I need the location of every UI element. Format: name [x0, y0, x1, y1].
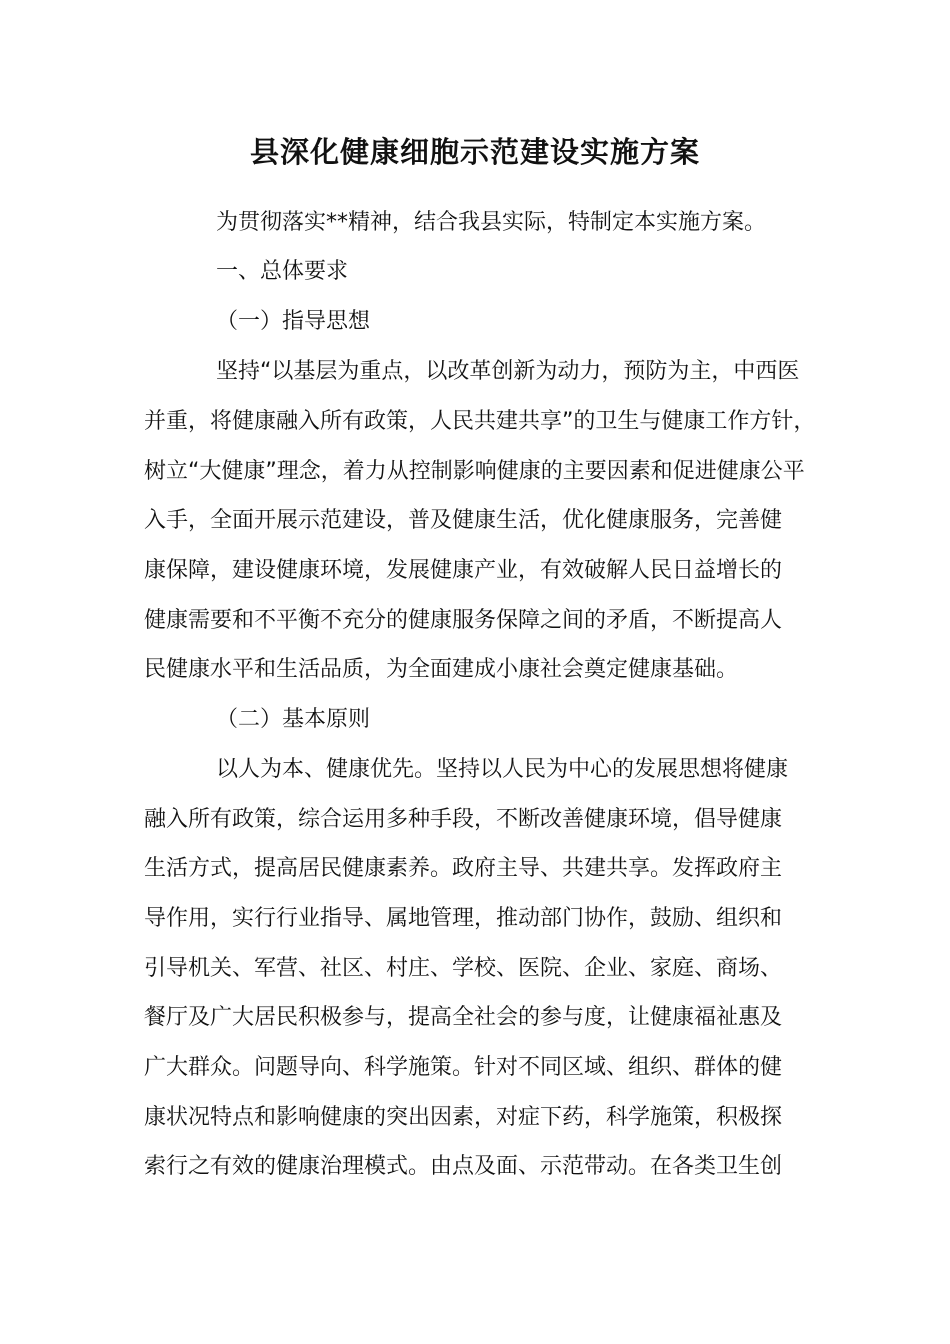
guiding-thought-line-2: 并重，将健康融入所有政策，人民共建共享”的卫生与健康工作方针，	[144, 409, 816, 434]
guiding-thought-line-5: 康保障，建设健康环境，发展健康产业，有效破解人民日益增长的	[144, 558, 783, 583]
section-heading-general-requirements: 一、总体要求	[216, 259, 349, 284]
document-title: 县深化健康细胞示范建设实施方案	[249, 135, 700, 169]
guiding-thought-line-1: 坚持“以基层为重点，以改革创新为动力，预防为主，中西医	[216, 359, 800, 384]
basic-principles-line-1: 以人为本、健康优先。坚持以人民为中心的发展思想将健康	[216, 757, 789, 782]
basic-principles-line-6: 餐厅及广大居民积极参与，提高全社会的参与度，让健康福祉惠及	[144, 1005, 783, 1030]
basic-principles-line-2: 融入所有政策，综合运用多种手段，不断改善健康环境，倡导健康	[144, 807, 783, 832]
guiding-thought-line-6: 健康需要和不平衡不充分的健康服务保障之间的矛盾，不断提高人	[144, 608, 783, 633]
intro-paragraph: 为贯彻落实**精神，结合我县实际，特制定本实施方案。	[216, 210, 767, 235]
basic-principles-line-3: 生活方式，提高居民健康素养。政府主导、共建共享。发挥政府主	[144, 856, 783, 881]
basic-principles-line-5: 引导机关、军营、社区、村庄、学校、医院、企业、家庭、商场、	[144, 956, 783, 981]
subsection-heading-guiding-thought: （一）指导思想	[216, 309, 371, 334]
subsection-heading-basic-principles: （二）基本原则	[216, 707, 371, 732]
guiding-thought-line-7: 民健康水平和生活品质，为全面建成小康社会奠定健康基础。	[144, 657, 739, 682]
guiding-thought-line-4: 入手，全面开展示范建设，普及健康生活，优化健康服务，完善健	[144, 508, 783, 533]
guiding-thought-line-3: 树立“大健康”理念，着力从控制影响健康的主要因素和促进健康公平	[144, 459, 805, 484]
basic-principles-line-7: 广大群众。问题导向、科学施策。针对不同区域、组织、群体的健	[144, 1055, 783, 1080]
basic-principles-line-4: 导作用，实行行业指导、属地管理，推动部门协作，鼓励、组织和	[144, 906, 783, 931]
basic-principles-line-8: 康状况特点和影响健康的突出因素，对症下药，科学施策，积极探	[144, 1105, 783, 1130]
basic-principles-line-9: 索行之有效的健康治理模式。由点及面、示范带动。在各类卫生创	[144, 1154, 783, 1179]
